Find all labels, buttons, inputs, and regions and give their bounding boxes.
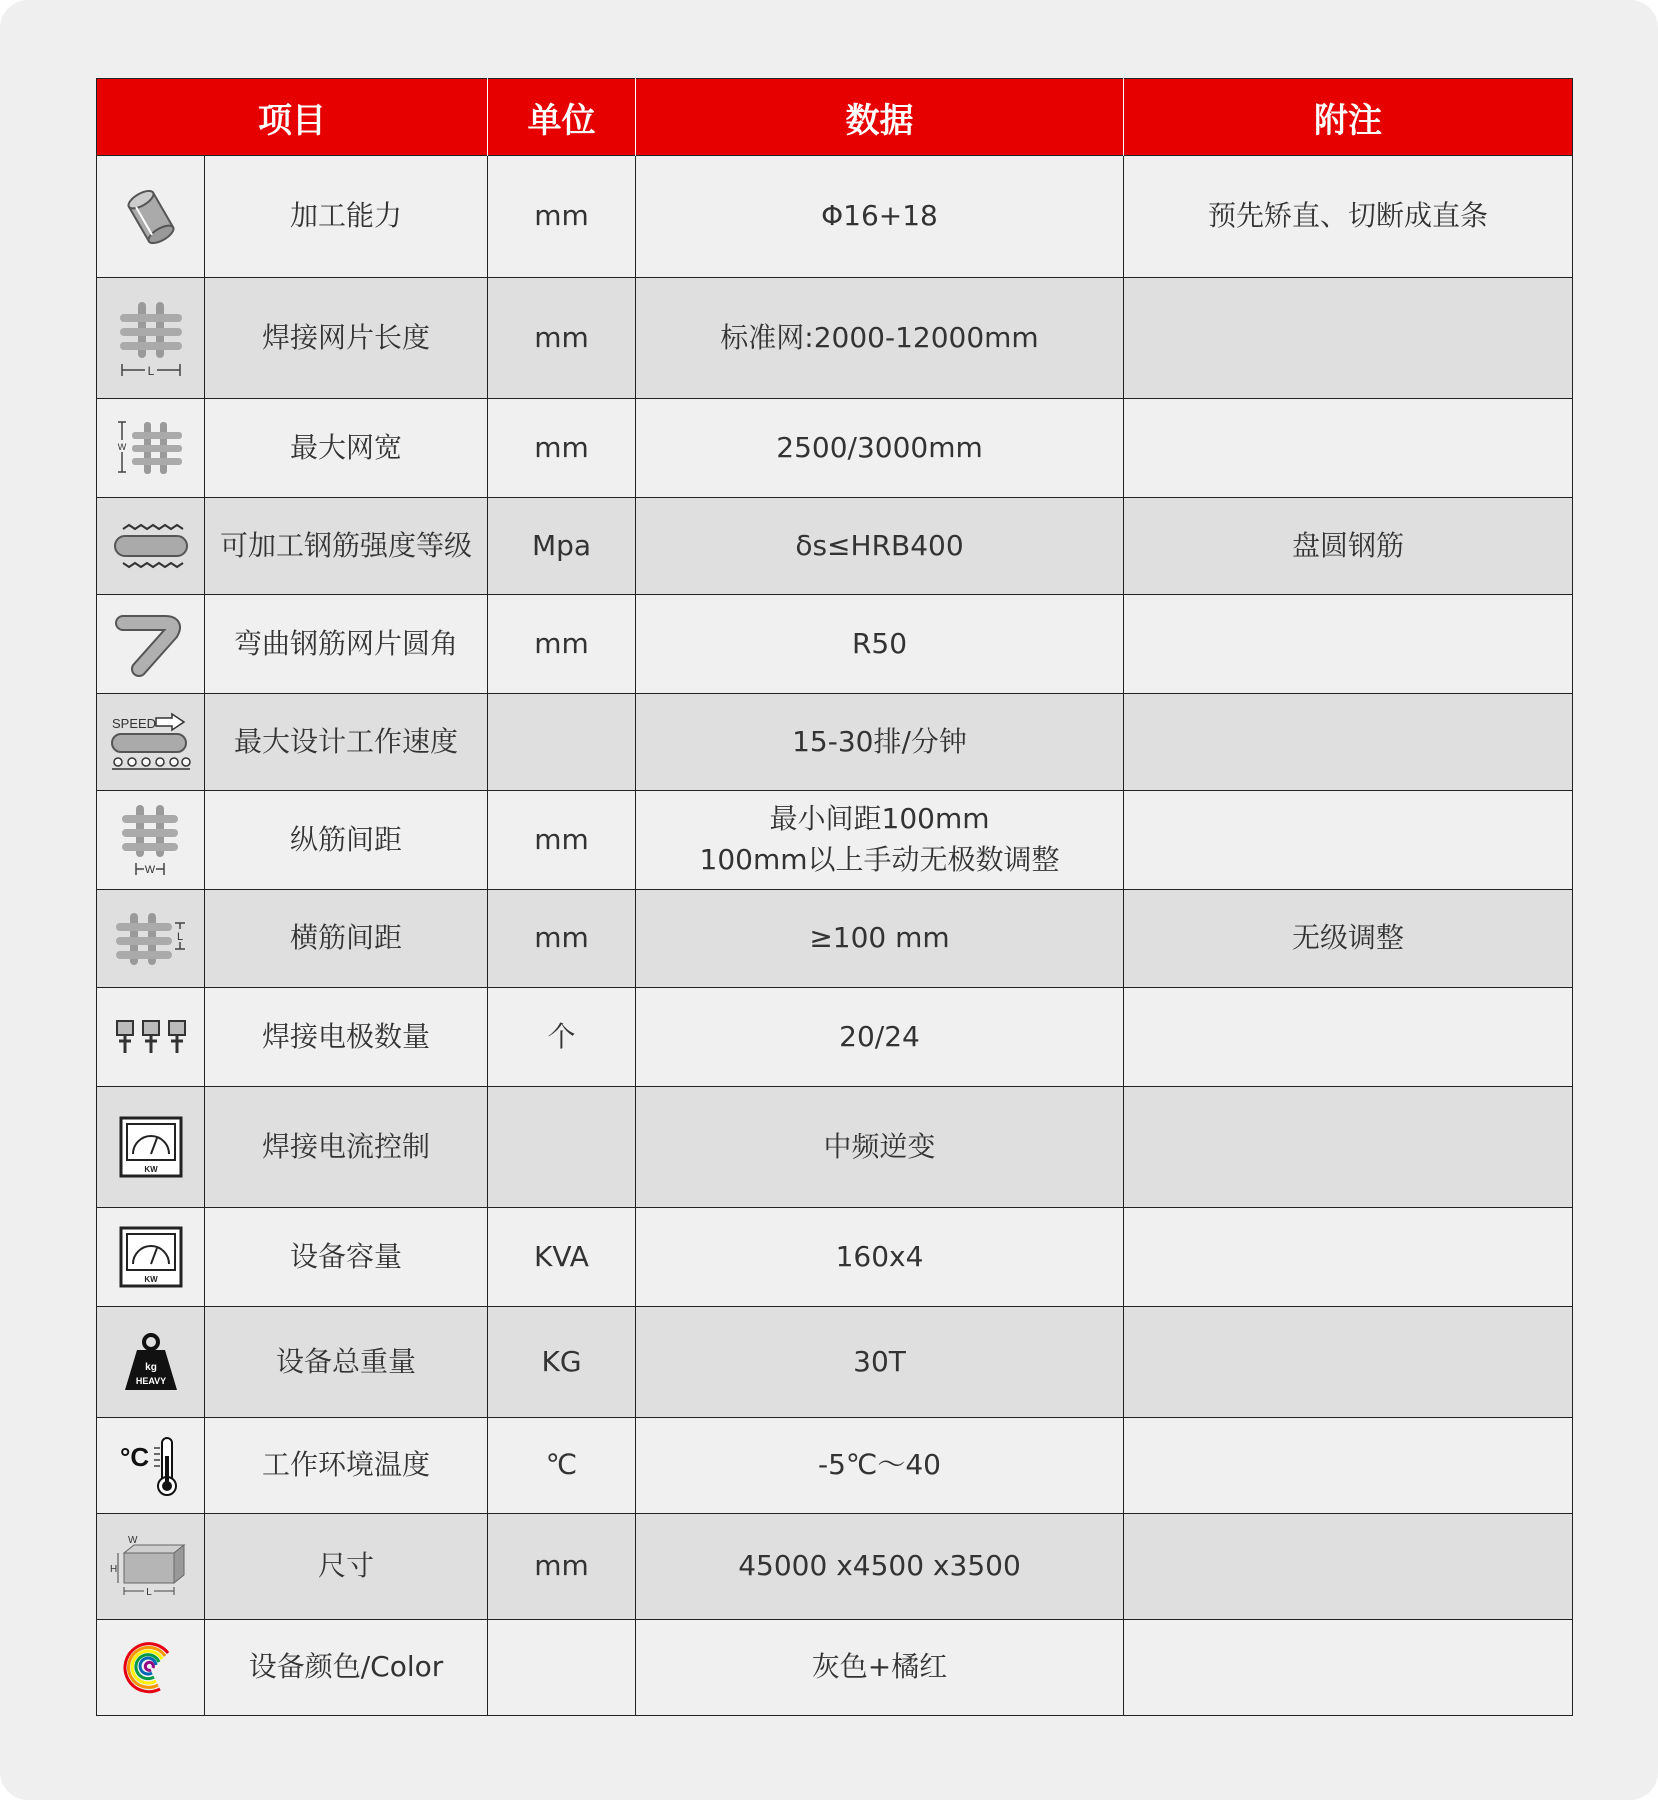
row-item: 设备容量 <box>205 1208 488 1307</box>
row-item: 最大网宽 <box>205 399 488 498</box>
row-note <box>1124 988 1573 1087</box>
row-unit <box>488 1087 636 1208</box>
row-note <box>1124 694 1573 791</box>
table-row <box>97 890 1573 988</box>
row-unit: mm <box>488 1514 636 1620</box>
row-unit <box>488 694 636 791</box>
svg-text:°C: °C <box>119 1441 149 1472</box>
svg-text:SPEED: SPEED <box>111 716 156 731</box>
svg-text:L: L <box>145 1586 152 1598</box>
svg-text:L: L <box>176 930 183 943</box>
svg-text:KW: KW <box>143 1275 158 1284</box>
svg-text:W: W <box>144 864 155 876</box>
row-note: 预先矫直、切断成直条 <box>1124 156 1573 278</box>
row-data: -5℃～40 <box>636 1418 1124 1514</box>
svg-text:W: W <box>117 442 126 452</box>
row-note <box>1124 791 1573 890</box>
svg-text:kg: kg <box>144 1362 157 1373</box>
row-item: 工作环境温度 <box>205 1418 488 1514</box>
row-data: ≥100 mm <box>636 890 1124 988</box>
table-row <box>97 1418 1573 1514</box>
row-item: 焊接电极数量 <box>205 988 488 1087</box>
table-row <box>97 694 1573 791</box>
table-row <box>97 498 1573 595</box>
row-item: 横筋间距 <box>205 890 488 988</box>
table-row <box>97 1620 1573 1716</box>
row-note <box>1124 1087 1573 1208</box>
row-note <box>1124 1514 1573 1620</box>
row-item: 可加工钢筋强度等级 <box>205 498 488 595</box>
row-data: 中频逆变 <box>636 1087 1124 1208</box>
header-note: 附注 <box>1124 79 1573 156</box>
row-data: δs≤HRB400 <box>636 498 1124 595</box>
mesh-length-icon <box>97 278 205 399</box>
row-data-line-2: 100mm以上手动无极数调整 <box>699 843 1060 876</box>
row-data: 2500/3000mm <box>636 399 1124 498</box>
row-data: 160x4 <box>636 1208 1124 1307</box>
row-unit: mm <box>488 399 636 498</box>
color-ring-icon <box>97 1620 205 1716</box>
row-unit: KVA <box>488 1208 636 1307</box>
row-note <box>1124 278 1573 399</box>
steel-roll-icon <box>97 156 205 278</box>
table-row <box>97 595 1573 694</box>
row-data: R50 <box>636 595 1124 694</box>
row-note <box>1124 1307 1573 1418</box>
row-note <box>1124 595 1573 694</box>
svg-text:H: H <box>109 1563 117 1575</box>
row-unit: mm <box>488 156 636 278</box>
row-note <box>1124 399 1573 498</box>
table-row <box>97 1208 1573 1307</box>
header-data: 数据 <box>636 79 1124 156</box>
row-unit: mm <box>488 890 636 988</box>
row-unit: 个 <box>488 988 636 1087</box>
spec-table <box>96 78 1573 1716</box>
mesh-width-icon <box>97 399 205 498</box>
row-unit <box>488 1620 636 1716</box>
row-note: 无级调整 <box>1124 890 1573 988</box>
weight-icon <box>97 1307 205 1418</box>
row-data: 15-30排/分钟 <box>636 694 1124 791</box>
dimension-box-icon <box>97 1514 205 1620</box>
row-unit: mm <box>488 791 636 890</box>
row-data-line-1: 最小间距100mm <box>769 802 990 836</box>
row-item: 最大设计工作速度 <box>205 694 488 791</box>
row-unit: Mpa <box>488 498 636 595</box>
speed-conveyor-icon <box>97 694 205 791</box>
table-row <box>97 1087 1573 1208</box>
header-unit: 单位 <box>488 79 636 156</box>
row-item: 设备总重量 <box>205 1307 488 1418</box>
table-row <box>97 399 1573 498</box>
table-row <box>97 1307 1573 1418</box>
header-row <box>97 79 1573 156</box>
row-data: 20/24 <box>636 988 1124 1087</box>
row-unit: ℃ <box>488 1418 636 1514</box>
table-row <box>97 988 1573 1087</box>
bent-rebar-icon <box>97 595 205 694</box>
row-item: 焊接网片长度 <box>205 278 488 399</box>
row-item: 弯曲钢筋网片圆角 <box>205 595 488 694</box>
row-item: 纵筋间距 <box>205 791 488 890</box>
row-unit: mm <box>488 278 636 399</box>
rebar-strength-icon <box>97 498 205 595</box>
svg-text:HEAVY: HEAVY <box>135 1376 166 1386</box>
longitudinal-spacing-icon <box>97 791 205 890</box>
table-row <box>97 791 1573 890</box>
row-note <box>1124 1620 1573 1716</box>
row-data: Φ16+18 <box>636 156 1124 278</box>
row-unit: KG <box>488 1307 636 1418</box>
table-row <box>97 278 1573 399</box>
row-unit: mm <box>488 595 636 694</box>
row-data: 灰色+橘红 <box>636 1620 1124 1716</box>
transverse-spacing-icon <box>97 890 205 988</box>
kw-meter-icon <box>97 1087 205 1208</box>
table-row <box>97 156 1573 278</box>
thermometer-icon <box>97 1418 205 1514</box>
row-item: 尺寸 <box>205 1514 488 1620</box>
svg-text:L: L <box>147 364 154 378</box>
svg-text:W: W <box>127 1534 137 1546</box>
row-item: 焊接电流控制 <box>205 1087 488 1208</box>
electrode-icon <box>97 988 205 1087</box>
row-data: 45000 x4500 x3500 <box>636 1514 1124 1620</box>
row-note <box>1124 1418 1573 1514</box>
row-note <box>1124 1208 1573 1307</box>
row-note: 盘圆钢筋 <box>1124 498 1573 595</box>
row-data <box>636 791 1124 890</box>
header-item: 项目 <box>97 79 488 156</box>
row-data: 标准网:2000-12000mm <box>636 278 1124 399</box>
table-row <box>97 1514 1573 1620</box>
row-item: 设备颜色/Color <box>205 1620 488 1716</box>
svg-text:KW: KW <box>143 1165 158 1174</box>
row-data: 30T <box>636 1307 1124 1418</box>
row-item: 加工能力 <box>205 156 488 278</box>
kw-meter-icon <box>97 1208 205 1307</box>
